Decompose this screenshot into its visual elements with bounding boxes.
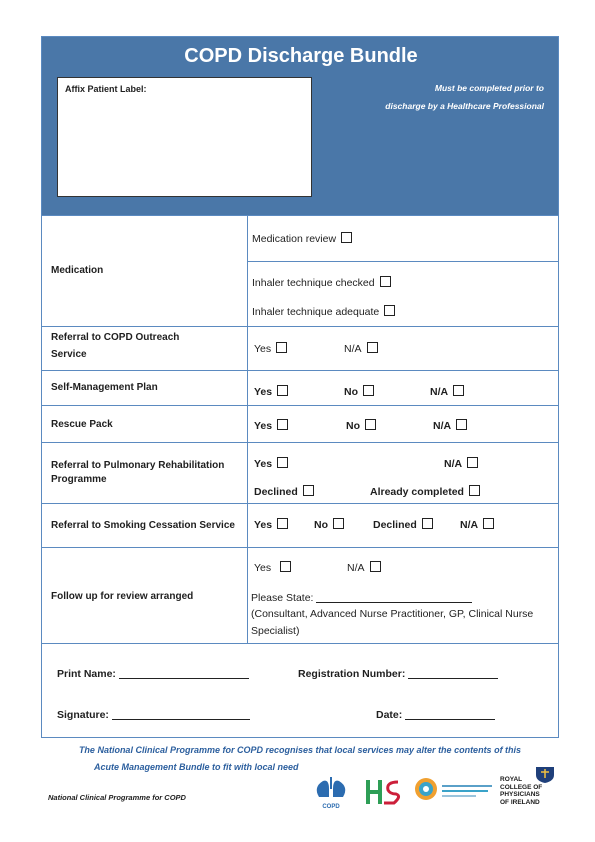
row-rescue-pack (42, 405, 558, 442)
checkbox[interactable] (467, 457, 478, 468)
rcpi-line4: OF IRELAND (500, 798, 540, 806)
row-label: Medication (51, 265, 104, 276)
row-label-cell (42, 504, 248, 547)
option-label: No (346, 420, 360, 432)
row-pulmonary-rehab (42, 442, 558, 503)
checkbox[interactable] (367, 342, 378, 353)
row-label-line2: Programme (51, 474, 107, 485)
programme-emblem-icon (414, 775, 496, 805)
copd-logo-text: COPD (322, 804, 340, 810)
print-name-line[interactable] (119, 678, 249, 679)
outreach-yes[interactable] (254, 342, 287, 355)
row-label (51, 459, 241, 487)
checklist-table (41, 216, 559, 644)
row-outreach (42, 326, 558, 370)
smoking-yes[interactable] (254, 518, 288, 531)
row-label-cell (42, 216, 248, 326)
smoking-declined[interactable] (373, 518, 433, 531)
clinical-programme-logo (414, 775, 496, 810)
checkbox[interactable] (277, 457, 288, 468)
rescue-no[interactable] (346, 419, 376, 432)
print-name-label: Print Name: (57, 668, 116, 680)
row-label-cell (42, 327, 248, 370)
completion-note-line2: discharge by a Healthcare Professional (385, 101, 544, 111)
completion-note-line1: Must be completed prior to (434, 83, 544, 93)
outreach-na[interactable] (344, 342, 378, 355)
checkbox[interactable] (276, 342, 287, 353)
checkbox[interactable] (483, 518, 494, 529)
patient-label-text: Affix Patient Label: (65, 84, 147, 94)
option-label: N/A (444, 458, 463, 470)
checkbox[interactable] (456, 419, 467, 430)
smoking-na[interactable] (460, 518, 494, 531)
row-label: Self-Management Plan (51, 382, 158, 393)
row-self-management (42, 370, 558, 405)
local-alteration-statement-line2: Acute Management Bundle to fit with local need (94, 762, 299, 772)
row-label-line1: Referral to COPD Outreach (51, 332, 180, 343)
checkbox[interactable] (469, 485, 480, 496)
copd-logo (311, 777, 351, 810)
pulm-already-completed[interactable] (370, 485, 480, 498)
date-field[interactable] (376, 709, 495, 721)
date-line[interactable] (405, 719, 495, 720)
registration-label: Registration Number: (298, 668, 406, 680)
row-label: Referral to Smoking Cessation Service (51, 520, 235, 531)
option-label: Yes (254, 519, 273, 531)
checkbox[interactable] (333, 518, 344, 529)
registration-number-field[interactable] (298, 668, 498, 680)
signature-block (41, 643, 559, 738)
smoking-no[interactable] (314, 518, 344, 531)
option-label: Inhaler technique checked (252, 277, 375, 289)
self-mgmt-no[interactable] (344, 385, 374, 398)
option-label: N/A (347, 562, 365, 574)
please-state-field[interactable] (251, 592, 472, 604)
please-state-line[interactable] (316, 602, 472, 603)
examples-line2: Specialist) (251, 625, 300, 637)
completion-note (344, 79, 544, 115)
signature-field[interactable] (57, 709, 250, 721)
examples-line1: (Consultant, Advanced Nurse Practitioner, GP, Clinical Nurse (251, 608, 534, 620)
row-label-cell (42, 548, 248, 643)
self-mgmt-na[interactable] (430, 385, 464, 398)
row-label-cell (42, 443, 248, 503)
rescue-yes[interactable] (254, 419, 288, 432)
checkbox[interactable] (363, 385, 374, 396)
option-label: N/A (344, 343, 362, 355)
option-label: N/A (430, 386, 449, 398)
local-alteration-statement-line1: The National Clinical Programme for COPD recognises that local services may alter the contents of this (78, 745, 522, 755)
row-smoking-cessation (42, 503, 558, 547)
option-label: N/A (460, 519, 479, 531)
row-label: Follow up for review arranged (51, 591, 194, 602)
rcpi-line1: ROYAL (500, 776, 523, 783)
signature-line[interactable] (112, 719, 250, 720)
inhaler-adequate-option[interactable] (252, 305, 395, 318)
row-label-cell (42, 371, 248, 405)
followup-examples (251, 606, 533, 640)
option-label: Medication review (252, 233, 337, 245)
signature-label: Signature: (57, 709, 109, 721)
pulm-yes[interactable] (254, 457, 288, 470)
option-label: No (314, 519, 328, 531)
programme-footer: National Clinical Programme for COPD (48, 793, 186, 802)
medication-review-option[interactable] (252, 232, 352, 245)
checkbox[interactable] (277, 518, 288, 529)
option-label: Yes (254, 562, 272, 574)
registration-line[interactable] (408, 678, 498, 679)
checkbox[interactable] (370, 561, 381, 572)
checkbox[interactable] (277, 419, 288, 430)
option-label: Yes (254, 458, 273, 470)
row-medication (42, 216, 558, 326)
lungs-icon (311, 777, 351, 799)
followup-na[interactable] (347, 561, 381, 574)
self-mgmt-yes[interactable] (254, 385, 288, 398)
checkbox[interactable] (453, 385, 464, 396)
option-label: Inhaler technique adequate (252, 306, 380, 318)
rcpi-text (500, 776, 542, 806)
row-follow-up (42, 547, 558, 643)
option-label: No (344, 386, 358, 398)
divider (248, 261, 558, 262)
followup-yes[interactable] (254, 561, 291, 574)
hse-logo (364, 778, 406, 811)
row-label (51, 329, 241, 363)
option-label: Already completed (370, 486, 464, 498)
pulm-na[interactable] (444, 457, 478, 470)
option-label: Yes (254, 386, 273, 398)
header-banner (41, 36, 559, 216)
checkbox[interactable] (280, 561, 291, 572)
option-label: Declined (373, 519, 417, 531)
row-label: Rescue Pack (51, 419, 113, 430)
form-title: COPD Discharge Bundle (184, 45, 418, 67)
date-label: Date: (376, 709, 403, 721)
print-name-field[interactable] (57, 668, 249, 680)
option-label: Yes (254, 420, 273, 432)
inhaler-checked-option[interactable] (252, 276, 391, 289)
please-state-label: Please State: (251, 592, 314, 604)
row-label-cell (42, 406, 248, 442)
option-label: N/A (433, 420, 452, 432)
checkbox[interactable] (384, 305, 395, 316)
option-label: Yes (254, 343, 272, 355)
checkbox[interactable] (277, 385, 288, 396)
rcpi-line2: COLLEGE OF (500, 783, 543, 791)
row-label-line2: Service (51, 349, 87, 360)
rcpi-line3: PHYSICIANS (500, 791, 540, 798)
rescue-na[interactable] (433, 419, 467, 432)
checkbox[interactable] (341, 232, 352, 243)
option-label: Declined (254, 486, 298, 498)
hse-icon (364, 778, 406, 806)
checkbox[interactable] (380, 276, 391, 287)
checkbox[interactable] (422, 518, 433, 529)
pulm-declined[interactable] (254, 485, 314, 498)
row-label-line1: Referral to Pulmonary Rehabilitation (51, 460, 225, 471)
checkbox[interactable] (365, 419, 376, 430)
checkbox[interactable] (303, 485, 314, 496)
patient-label-box[interactable] (57, 77, 312, 197)
